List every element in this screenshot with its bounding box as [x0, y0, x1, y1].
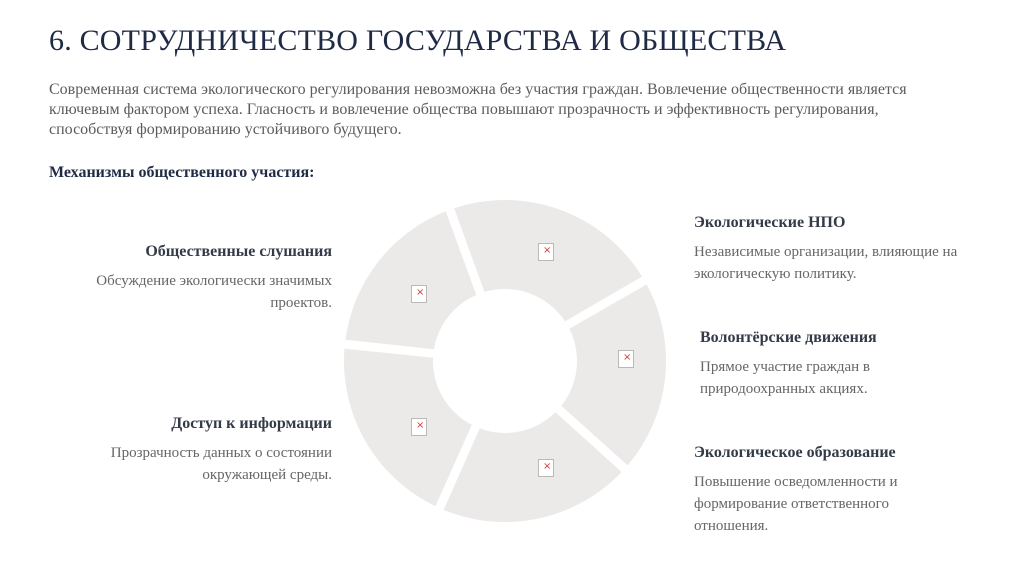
- item-title: Экологическое образование: [694, 444, 896, 461]
- item-description: Обсуждение экологически значимых проектов.: [96, 273, 332, 311]
- image-placeholder-icon: [411, 285, 427, 303]
- ring-segment-access: [344, 349, 472, 507]
- item-title: Общественные слушания: [145, 243, 332, 260]
- item-info-access: [60, 414, 332, 486]
- item-volunteer: [700, 328, 940, 400]
- image-placeholder-icon: [538, 243, 554, 261]
- item-description: Независимые организации, влияющие на экологическую политику.: [694, 244, 958, 282]
- item-title: Доступ к информации: [171, 415, 332, 432]
- item-description: Повышение осведомленности и формирование ответственного отношения.: [694, 474, 898, 534]
- ring-segment-hearings: [345, 211, 476, 349]
- mechanisms-heading: Механизмы общественного участия:: [49, 164, 315, 181]
- item-public-hearings: [60, 242, 332, 314]
- page-title: 6. СОТРУДНИЧЕСТВО ГОСУДАРСТВА И ОБЩЕСТВА: [49, 24, 787, 57]
- item-title: Волонтёрские движения: [700, 329, 877, 346]
- item-title: Экологические НПО: [694, 214, 846, 231]
- image-placeholder-icon: [618, 350, 634, 368]
- image-placeholder-icon: [538, 459, 554, 477]
- item-eco-ngo: [694, 213, 994, 285]
- image-placeholder-icon: [411, 418, 427, 436]
- item-description: Прозрачность данных о состоянии окружающей среды.: [110, 445, 332, 483]
- item-eco-education: [694, 443, 934, 537]
- intro-paragraph: Современная система экологического регулирования невозможна без участия граждан. Вовлечение общественности является ключевым фактором успеха. Гласность и вовлечение общества повышают прозрачность и эффективность регулирования, способствуя формированию устойчивого будущего.: [49, 81, 907, 138]
- item-description: Прямое участие граждан в природоохранных акциях.: [700, 359, 870, 397]
